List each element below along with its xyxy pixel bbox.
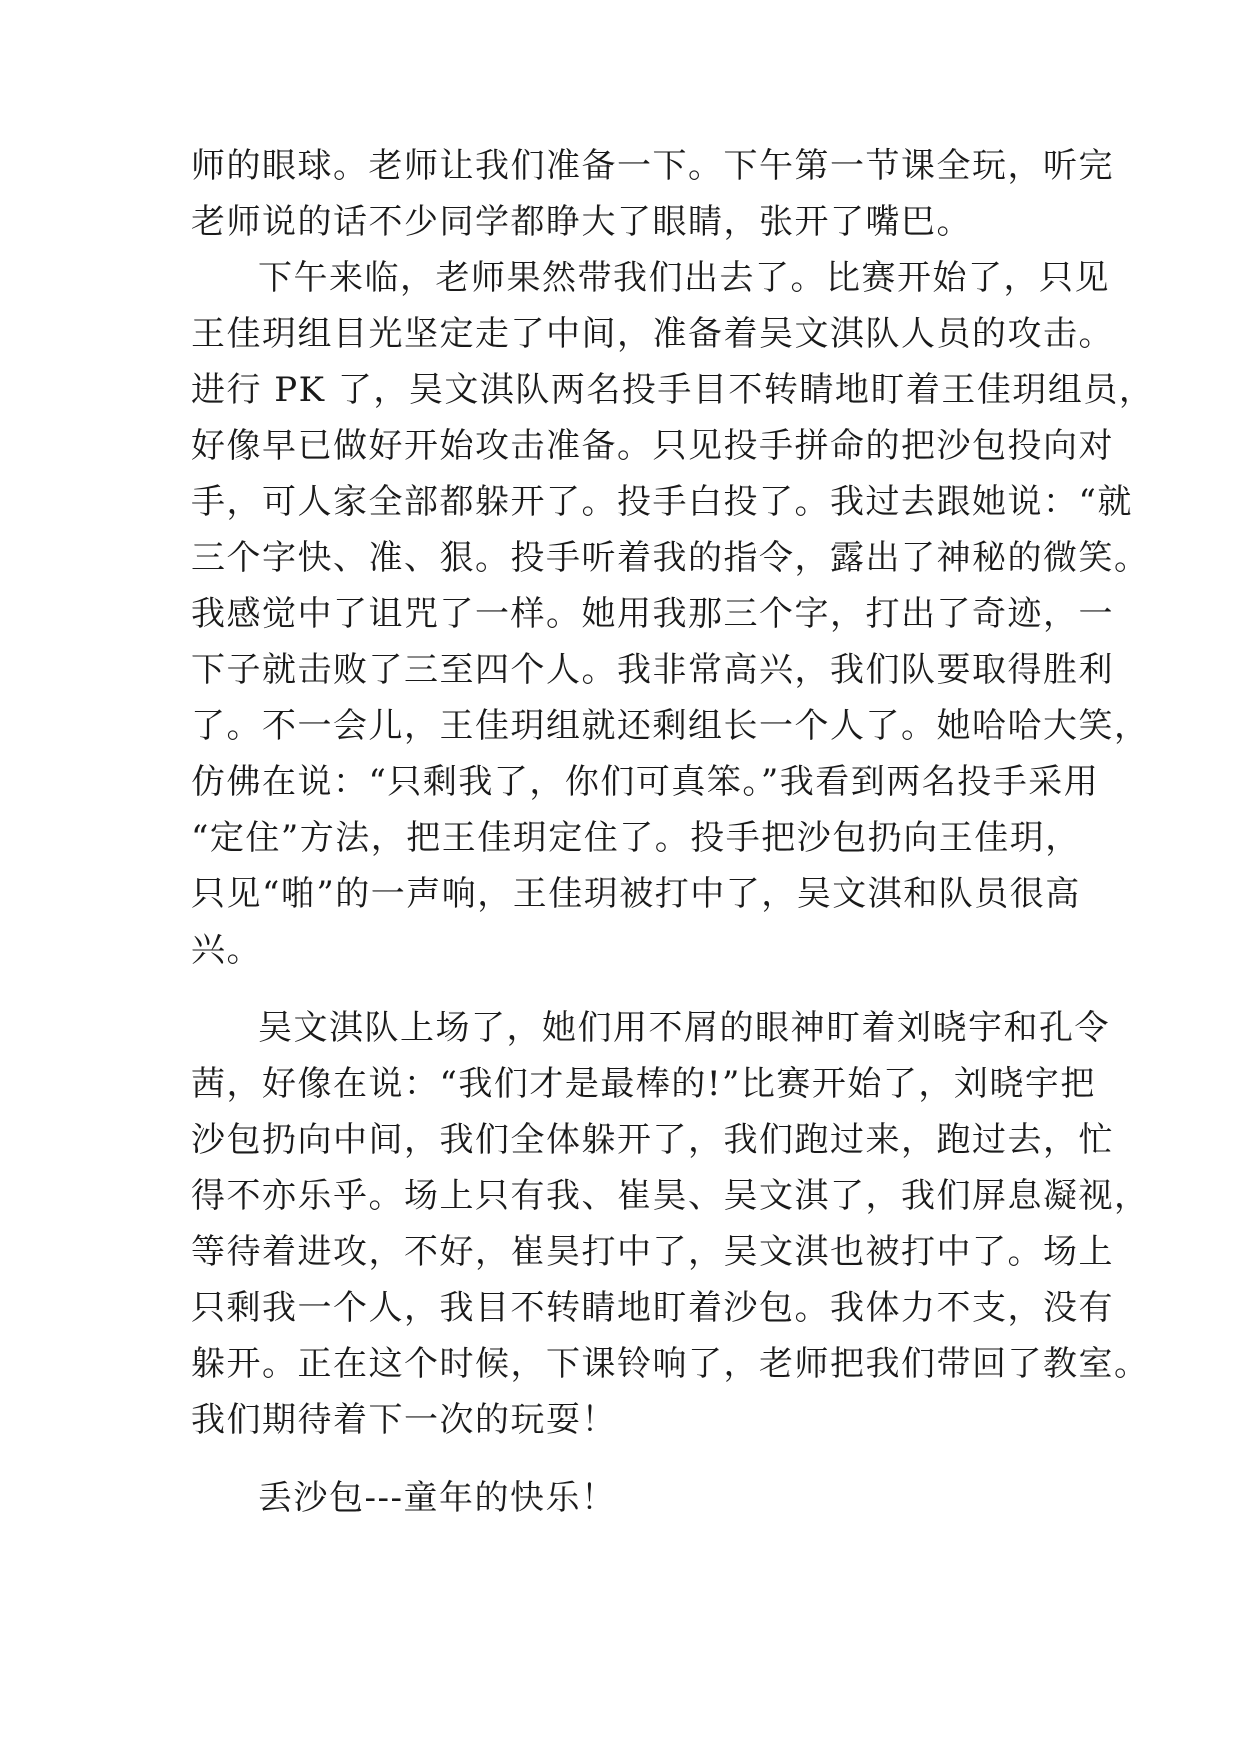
text-line: 手，可人家全部都躲开了。投手白投了。我过去跟她说：“就 (191, 482, 1133, 522)
text-line: 兴。 (191, 930, 262, 970)
text-line: 师的眼球。老师让我们准备一下。下午第一节课全玩，听完 (191, 146, 1114, 186)
text-line: “定住”方法，把王佳玥定住了。投手把沙包扔向王佳玥， (191, 818, 1081, 858)
text-line: 好像早已做好开始攻击准备。只见投手拼命的把沙包投向对 (191, 426, 1114, 466)
text-line: 我感觉中了诅咒了一样。她用我那三个字，打出了奇迹，一 (191, 594, 1114, 634)
text-line: 我们期待着下一次的玩耍！ (191, 1400, 617, 1440)
text-line: 只剩我一个人，我目不转睛地盯着沙包。我体力不支，没有 (191, 1288, 1114, 1328)
text-line: 沙包扔向中间，我们全体躲开了，我们跑过来，跑过去，忙 (191, 1120, 1114, 1160)
text-line: 老师说的话不少同学都睁大了眼睛，张开了嘴巴。 (191, 202, 972, 242)
text-line: 了。不一会儿，王佳玥组就还剩组长一个人了。她哈哈大笑， (191, 706, 1150, 746)
paragraph-start-line: 下午来临，老师果然带我们出去了。比赛开始了，只见 (258, 258, 1110, 298)
text-line: 三个字快、准、狠。投手听着我的指令，露出了神秘的微笑。 (191, 538, 1150, 578)
closing-line: 丢沙包---童年的快乐！ (258, 1478, 617, 1518)
text-line: 得不亦乐乎。场上只有我、崔昊、吴文淇了，我们屏息凝视， (191, 1176, 1150, 1216)
text-line: 下子就击败了三至四个人。我非常高兴，我们队要取得胜利 (191, 650, 1114, 690)
text-line: 只见“啪”的一声响，王佳玥被打中了，吴文淇和队员很高 (191, 874, 1081, 914)
paragraph-start-line: 吴文淇队上场了，她们用不屑的眼神盯着刘晓宇和孔令 (258, 1008, 1110, 1048)
text-line: 仿佛在说：“只剩我了，你们可真笨。”我看到两名投手采用 (191, 762, 1100, 802)
text-line: 王佳玥组目光坚定走了中间，准备着吴文淇队人员的攻击。 (191, 314, 1114, 354)
text-line: 躲开。正在这个时候，下课铃响了，老师把我们带回了教室。 (191, 1344, 1150, 1384)
text-line: 茜，好像在说：“我们才是最棒的!”比赛开始了，刘晓宇把 (191, 1064, 1096, 1104)
text-line: 进行 PK 了，吴文淇队两名投手目不转睛地盯着王佳玥组员， (191, 370, 1155, 410)
text-line: 等待着进攻，不好，崔昊打中了，吴文淇也被打中了。场上 (191, 1232, 1114, 1272)
